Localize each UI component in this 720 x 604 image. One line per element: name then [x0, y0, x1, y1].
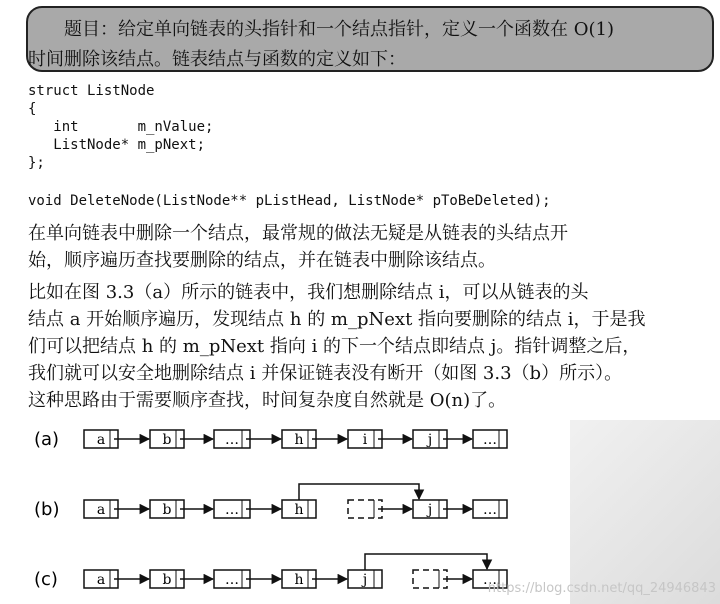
- node-label: …: [225, 432, 239, 448]
- list-node: [413, 570, 447, 588]
- para-2-line-1: 结点 a 开始顺序遍历，发现结点 h 的 m_pNext 指向要删除的结点 i，于是我: [28, 309, 646, 330]
- struct-line-4: };: [28, 155, 45, 171]
- node-label: b: [162, 432, 172, 448]
- bypass-arrow: [365, 554, 487, 570]
- struct-line-3: ListNode* m_pNext;: [28, 137, 206, 153]
- node-label: …: [483, 572, 497, 588]
- node-label: j: [427, 432, 433, 448]
- linked-list-figure: [0, 420, 720, 604]
- problem-callout: [26, 6, 714, 72]
- struct-line-2: int m_nValue;: [28, 119, 214, 135]
- para-1-line-0: 在单向链表中删除一个结点，最常规的做法无疑是从链表的头结点开: [28, 223, 568, 244]
- node-label: a: [96, 432, 106, 448]
- bypass-arrow: [299, 484, 419, 500]
- node-label: i: [362, 432, 368, 448]
- para-2-line-2: 们可以把结点 h 的 m_pNext 指向 i 的下一个结点即结点 j。指针调整之后，: [28, 336, 641, 357]
- struct-line-0: struct ListNode: [28, 83, 155, 99]
- para-2-line-4: 这种思路由于需要顺序查找，时间复杂度自然就是 O(n)了。: [28, 390, 507, 411]
- struct-line-1: {: [28, 101, 37, 117]
- node-label: b: [162, 502, 172, 518]
- list-node: [348, 500, 382, 518]
- row-label: (c): [34, 569, 58, 590]
- node-label: h: [294, 502, 304, 518]
- function-signature: void DeleteNode(ListNode** pListHead, ListNode* pToBeDeleted);: [28, 193, 551, 209]
- node-label: h: [294, 432, 304, 448]
- node-label: a: [96, 572, 106, 588]
- node-label: …: [225, 572, 239, 588]
- node-label: …: [225, 502, 239, 518]
- node-label: …: [483, 432, 497, 448]
- node-label: j: [427, 502, 433, 518]
- para-1-line-1: 始，顺序遍历查找要删除的结点，并在链表中删除该结点。: [28, 250, 496, 271]
- watermark-text: https://blog.csdn.net/qq_24946843: [487, 581, 716, 596]
- node-label: …: [483, 502, 497, 518]
- node-label: j: [362, 572, 368, 588]
- callout-line-2: 时间删除该结点。链表结点与函数的定义如下：: [28, 49, 406, 70]
- para-2-line-0: 比如在图 3.3（a）所示的链表中，我们想删除结点 i，可以从链表的头: [28, 282, 589, 303]
- row-label: (a): [34, 429, 60, 450]
- row-label: (b): [34, 499, 60, 520]
- para-2-line-3: 我们就可以安全地删除结点 i 并保证链表没有断开（如图 3.3（b）所示）。: [28, 363, 623, 384]
- callout-line-1: 题目：给定单向链表的头指针和一个结点指针，定义一个函数在 O(1): [64, 19, 614, 40]
- node-label: a: [96, 502, 106, 518]
- node-label: b: [162, 572, 172, 588]
- node-label: h: [294, 572, 304, 588]
